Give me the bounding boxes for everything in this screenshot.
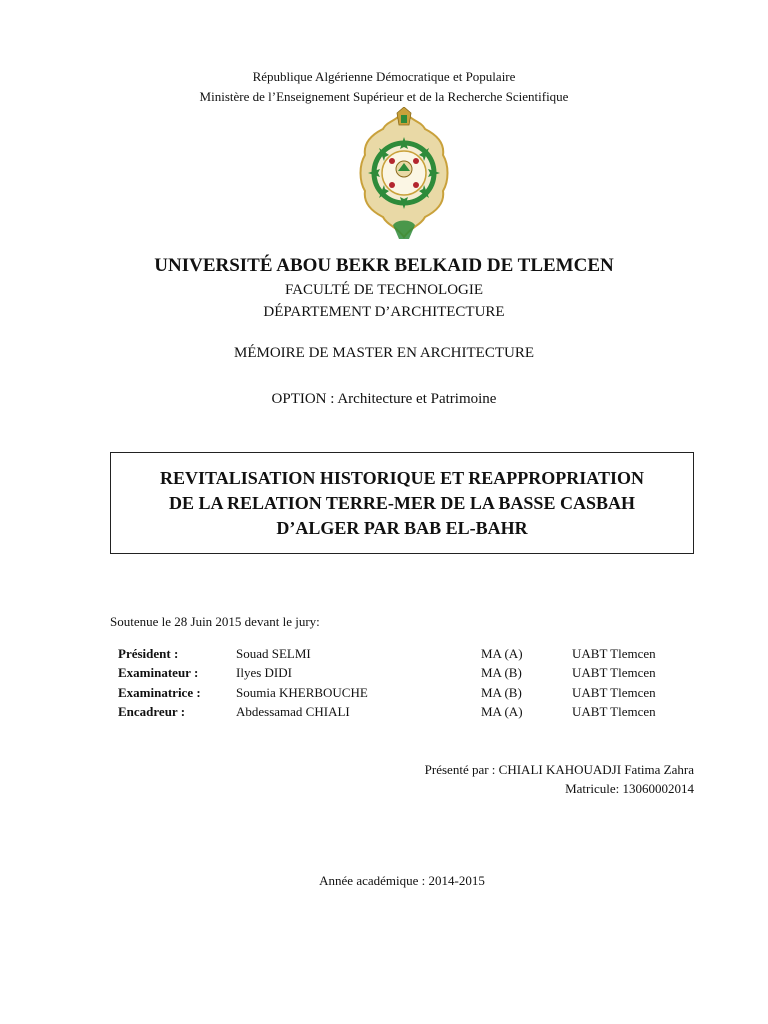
thesis-title-box <box>110 452 694 554</box>
ministry-name: Ministère de l’Enseignement Supérieur et de la Recherche Scientifique <box>199 89 569 104</box>
jury-name: Souad SELMI <box>236 645 311 661</box>
jury-name: Ilyes DIDI <box>236 665 292 681</box>
jury-row <box>118 644 656 664</box>
academic-year: Année académique : 2014-2015 <box>319 873 485 888</box>
jury-grade: MA (B) <box>481 684 522 700</box>
jury-grade: MA (A) <box>481 704 523 720</box>
jury-grade: MA (A) <box>481 645 523 661</box>
jury-role: Examinateur : <box>118 665 199 681</box>
jury-row <box>118 683 656 703</box>
jury-table <box>118 644 656 722</box>
country-name: République Algérienne Démocratique et Populaire <box>252 69 516 84</box>
jury-institution: UABT Tlemcen <box>572 645 656 661</box>
jury-role: Examinatrice : <box>118 684 201 700</box>
jury-institution: UABT Tlemcen <box>572 704 656 720</box>
jury-name: Abdessamad CHIALI <box>236 704 350 720</box>
thesis-title-line-1: REVITALISATION HISTORIQUE ET REAPPROPRIATION <box>160 467 644 488</box>
jury-name: Soumia KHERBOUCHE <box>236 684 368 700</box>
option-label: OPTION : Architecture et Patrimoine <box>271 391 497 407</box>
university-name: UNIVERSITÉ ABOU BEKR BELKAID DE TLEMCEN <box>154 255 614 276</box>
jury-institution: UABT Tlemcen <box>572 684 656 700</box>
jury-row <box>118 703 656 723</box>
thesis-title-line-3: D’ALGER PAR BAB EL-BAHR <box>276 517 528 538</box>
thesis-title <box>117 466 687 541</box>
jury-role: Encadreur : <box>118 704 186 720</box>
jury-role: Président : <box>118 645 179 661</box>
jury-row <box>118 664 656 684</box>
presented-by: Présenté par : CHIALI KAHOUADJI Fatima Zahra <box>424 762 694 777</box>
defense-date: Soutenue le 28 Juin 2015 devant le jury: <box>110 614 320 629</box>
jury-institution: UABT Tlemcen <box>572 665 656 681</box>
thesis-title-line-2: DE LA RELATION TERRE-MER DE LA BASSE CASBAH <box>169 492 635 513</box>
department-name: DÉPARTEMENT D’ARCHITECTURE <box>263 304 505 320</box>
matricule: Matricule: 13060002014 <box>565 781 694 796</box>
university-seal-logo <box>359 107 449 242</box>
memoire-type: MÉMOIRE DE MASTER EN ARCHITECTURE <box>234 345 534 361</box>
jury-grade: MA (B) <box>481 665 522 681</box>
faculty-name: FACULTÉ DE TECHNOLOGIE <box>284 282 484 298</box>
